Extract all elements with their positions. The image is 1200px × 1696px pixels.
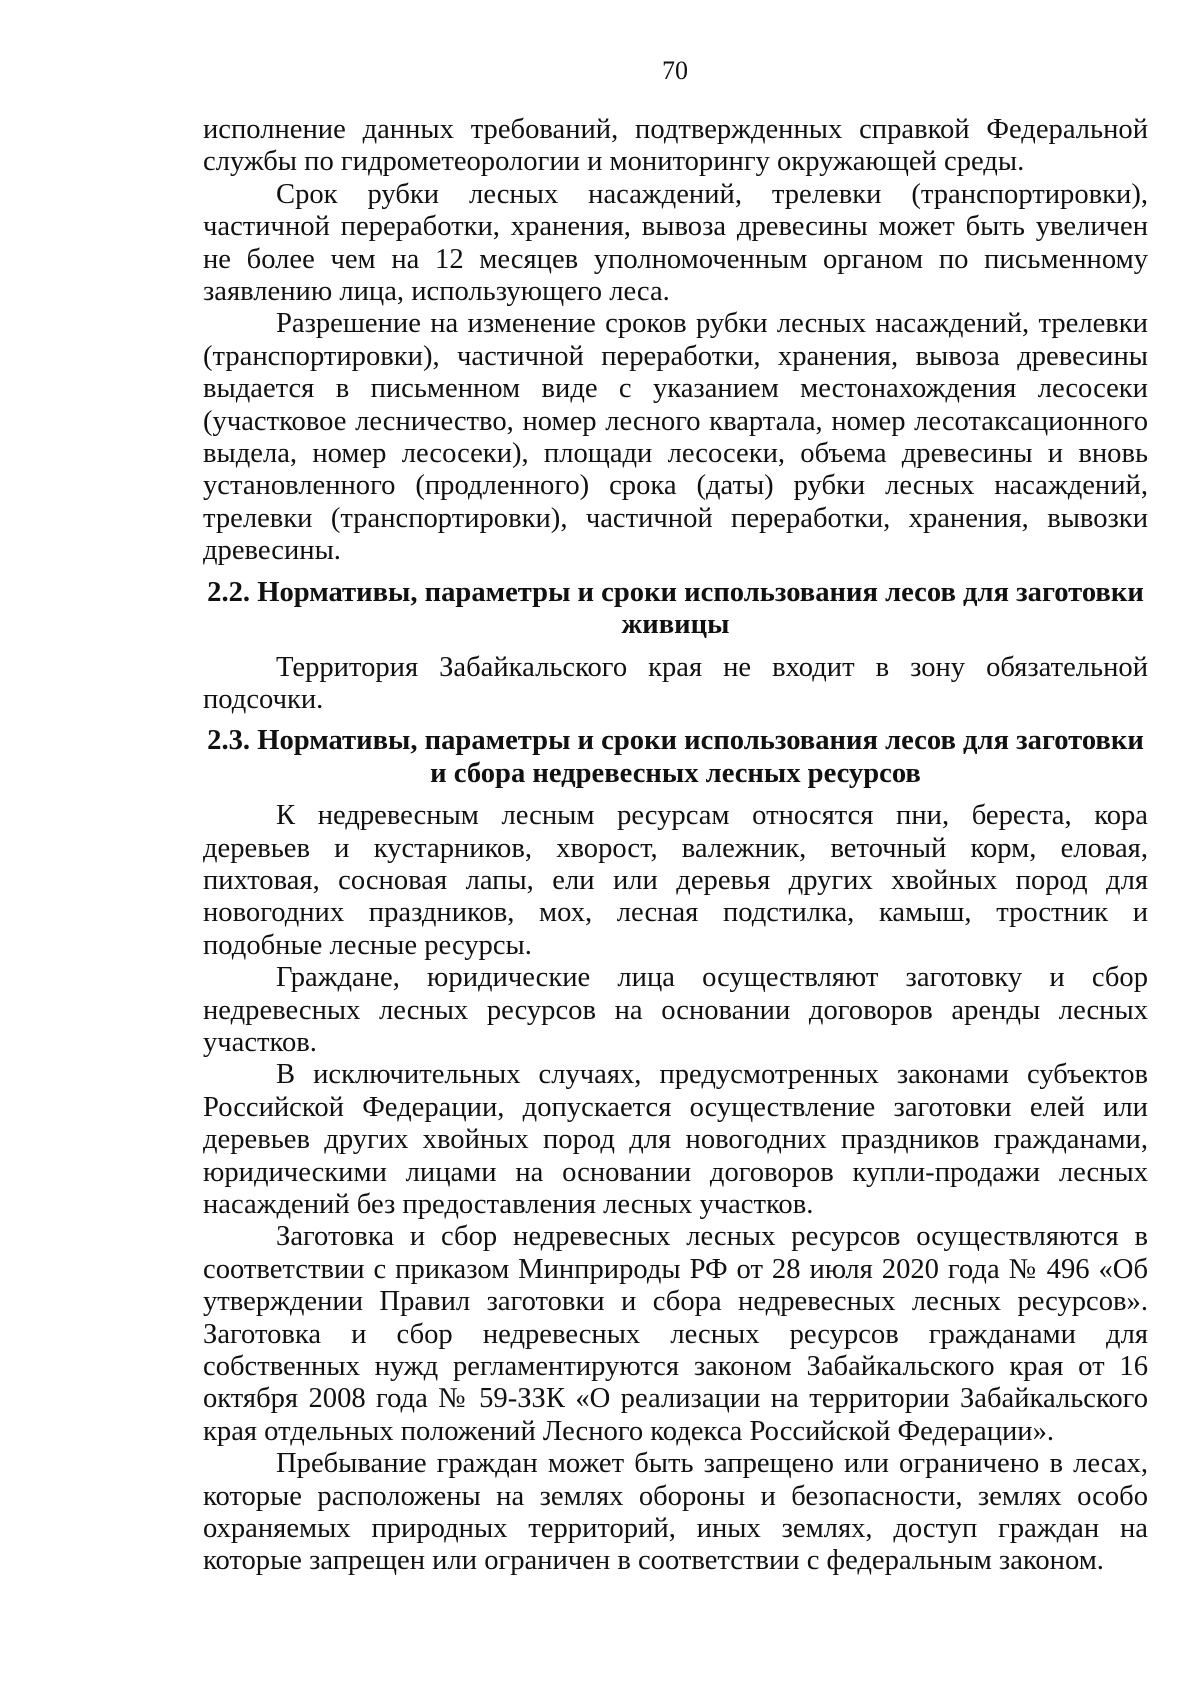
paragraph: Граждане, юридические лица осуществляют заготовку и сбор недревесных лесных ресурсов на основании договоров аренды лесных участков. — [203, 962, 1148, 1058]
paragraph: Разрешение на изменение сроков рубки лесных насаждений, трелевки (транспортировки), частичной переработки, хранения, вывоза древесины выдается в письменном виде с указанием местонахождения лесосеки (участковое лесничество, номер лесного квартала, номер лесотаксационного выдела, номер лесосеки), площади лесосеки, объема древесины и вновь установленного (продленного) срока (даты) рубки лесных насаждений, трелевки (транспортировки), частичной переработки, хранения, вывозки древесины. — [203, 308, 1148, 567]
section-heading-2-3: 2.3. Нормативы, параметры и сроки использования лесов для заготовки и сбора недревесных лесных ресурсов — [207, 725, 1144, 789]
paragraph: В исключительных случаях, предусмотренных законами субъектов Российской Федерации, допускается осуществление заготовки елей или деревьев других хвойных пород для новогодних праздников гражданами, юридическими лицами на основании договоров купли-продажи лесных насаждений без предоставления лесных участков. — [203, 1059, 1148, 1220]
paragraph: К недревесным лесным ресурсам относятся пни, береста, кора деревьев и кустарников, хворост, валежник, веточный корм, еловая, пихтовая, сосновая лапы, ели или деревья других хвойных пород для новогодних праздников, мох, лесная подстилка, камыш, тростник и подобные лесные ресурсы. — [203, 800, 1148, 961]
section-heading-2-2: 2.2. Нормативы, параметры и сроки использования лесов для заготовки живицы — [207, 576, 1144, 641]
paragraph: Территория Забайкальского края не входит в зону обязательной подсочки. — [203, 651, 1148, 715]
document-body — [203, 114, 1148, 1578]
page-number: 70 — [662, 56, 688, 85]
paragraph: Заготовка и сбор недревесных лесных ресурсов осуществляются в соответствии с приказом Минприроды РФ от 28 июля 2020 года № 496 «Об утверждении Правил заготовки и сбора недревесных лесных ресурсов». Заготовка и сбор недревесных лесных ресурсов гражданами для собственных нужд регламентируются законом Забайкальского края от 16 октября 2008 года № 59-ЗЗК «О реализации на территории Забайкальского края отдельных положений Лесного кодекса Российской Федерации». — [203, 1221, 1148, 1447]
paragraph: Срок рубки лесных насаждений, трелевки (транспортировки), частичной переработки, хранения, вывоза древесины может быть увеличен не более чем на 12 месяцев уполномоченным органом по письменному заявлению лица, использующего леса. — [203, 178, 1148, 308]
paragraph: Пребывание граждан может быть запрещено или ограничено в лесах, которые расположены на землях обороны и безопасности, землях особо охраняемых природных территорий, иных землях, доступ граждан на которые запрещен или ограничен в соответствии с федеральным законом. — [203, 1448, 1148, 1577]
paragraph: исполнение данных требований, подтвержденных справкой Федеральной службы по гидрометеорологии и мониторингу окружающей среды. — [203, 114, 1148, 178]
